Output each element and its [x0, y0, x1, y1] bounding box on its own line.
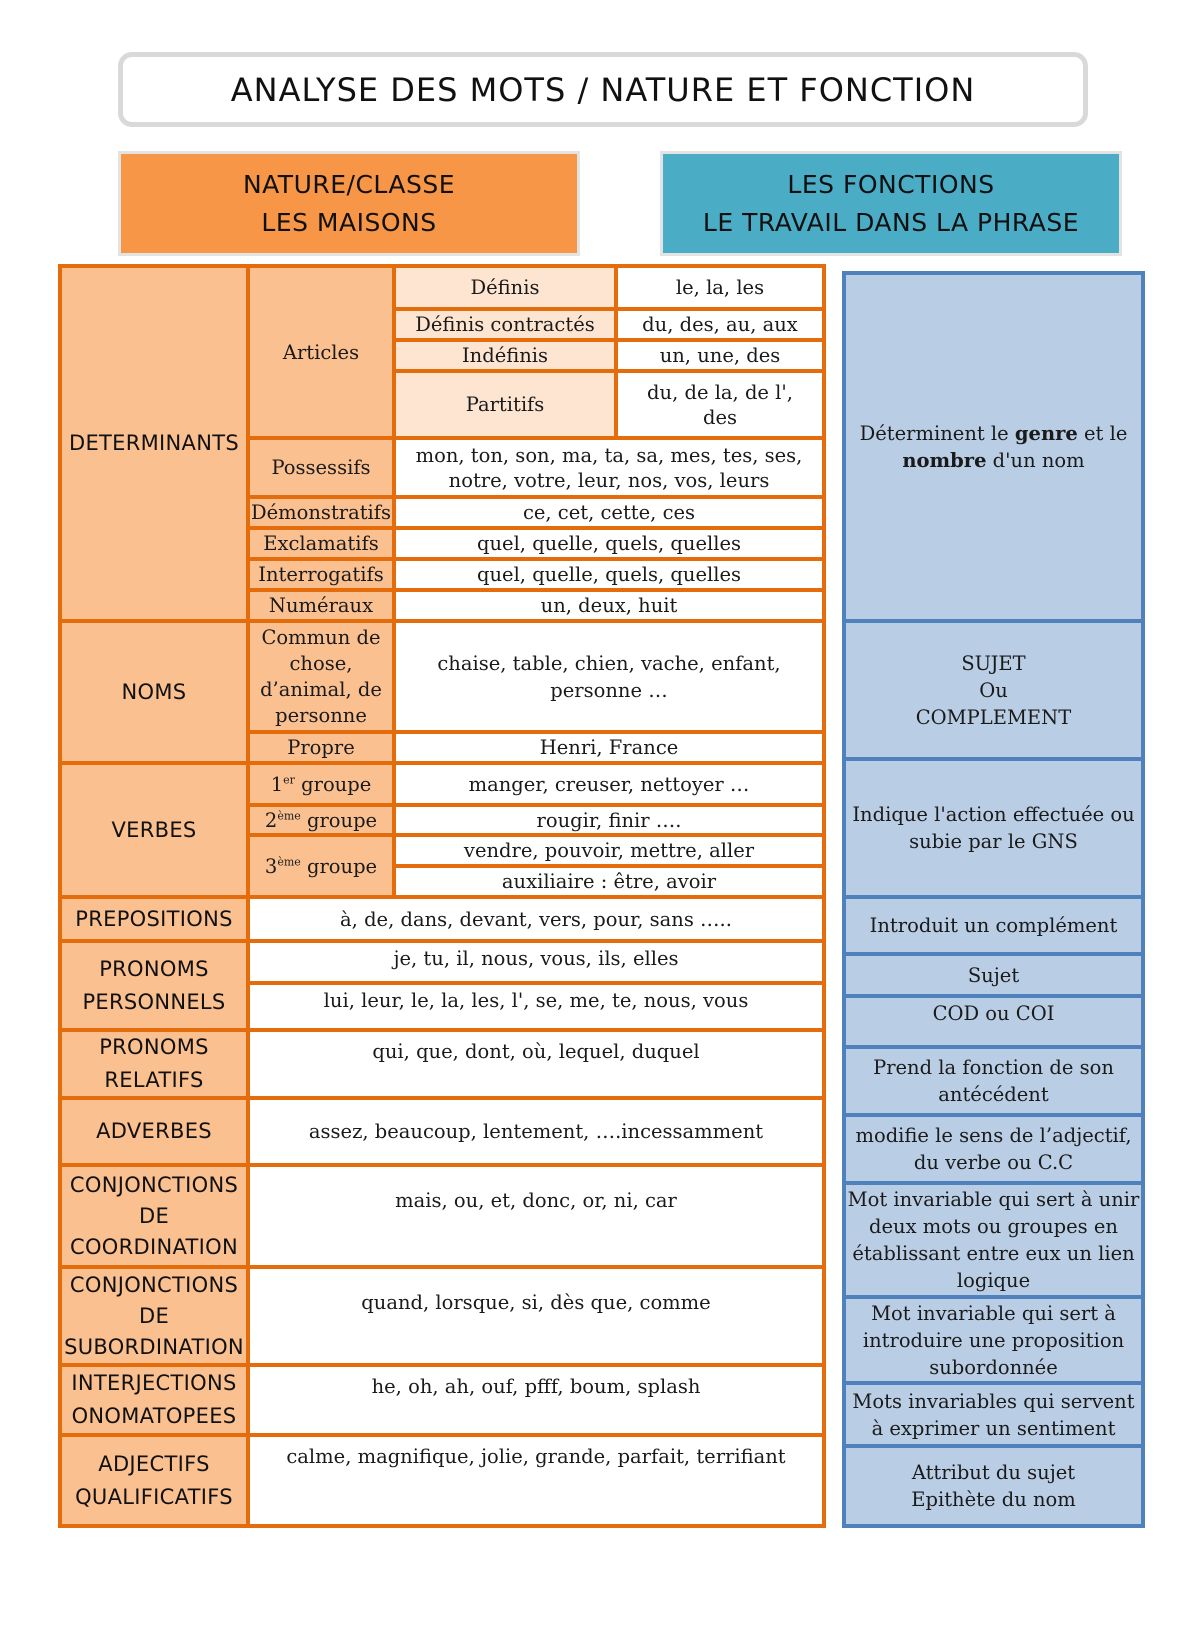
numeraux-examples: un, deux, huit: [396, 592, 822, 619]
fonction-determinants: Déterminent le genre et le nombre d'un nom: [846, 275, 1141, 619]
groupe-3-examples: vendre, pouvoir, mettre, aller: [396, 837, 822, 864]
article-definis-examples: le, la, les: [618, 268, 822, 307]
subcategory-propre: Propre: [250, 734, 392, 761]
category-adverbes: ADVERBES: [62, 1100, 246, 1163]
page-title: ANALYSE DES MOTS / NATURE ET FONCTION: [118, 52, 1088, 127]
groupe-2-examples: rougir, finir ….: [396, 807, 822, 833]
subcategory-demonstratifs: Démonstratifs: [250, 501, 392, 524]
article-indefinis-examples: un, une, des: [618, 342, 822, 369]
subcategory-groupe-1: 1er groupe: [250, 765, 392, 803]
subcategory-articles: Articles: [250, 268, 392, 436]
article-contractes: Définis contractés: [396, 311, 614, 338]
demonstratifs-examples: ce, cet, cette, ces: [396, 499, 822, 526]
auxiliaire-examples: auxiliaire : être, avoir: [396, 868, 822, 895]
article-partitifs: Partitifs: [396, 373, 614, 436]
subcategory-exclamatifs: Exclamatifs: [250, 530, 392, 557]
article-contractes-examples: du, des, au, aux: [618, 311, 822, 338]
nature-table: [58, 264, 826, 1528]
fonction-interjections: Mots invariables qui servent à exprimer un sentiment: [846, 1385, 1141, 1444]
category-determinants: DETERMINANTS: [62, 268, 246, 619]
subcategory-possessifs: Possessifs: [250, 440, 392, 495]
article-definis: Définis: [396, 268, 614, 307]
propre-examples: Henri, France: [396, 734, 822, 761]
category-pronoms-relatifs: PRONOMS RELATIFS: [62, 1032, 246, 1096]
commun-examples: chaise, table, chien, vache, enfant, personne …: [396, 623, 822, 730]
fonction-pronoms-complement: COD ou COI: [846, 998, 1141, 1045]
coordination-examples: mais, ou, et, donc, or, ni, car: [250, 1167, 822, 1265]
pronoms-relatifs-examples: qui, que, dont, où, lequel, duquel: [250, 1032, 822, 1096]
fonction-conjonctions-coordination: Mot invariable qui sert à unir deux mots ou groupes en établissant entre eux un lien logique: [846, 1185, 1141, 1295]
category-conjonctions-coordination: CONJONCTIONS DE COORDINATION: [62, 1167, 246, 1265]
interrogatifs-examples: quel, quelle, quels, quelles: [396, 561, 822, 588]
category-adjectifs: ADJECTIFS QUALIFICATIFS: [62, 1437, 246, 1524]
category-verbes: VERBES: [62, 765, 246, 895]
nature-header: NATURE/CLASSE LES MAISONS: [118, 151, 580, 256]
subcategory-commun: Commun de chose, d’animal, de personne: [250, 623, 392, 730]
possessifs-examples: mon, ton, son, ma, ta, sa, mes, tes, ses, notre, votre, leur, nos, vos, leurs: [396, 440, 822, 495]
fonction-adjectifs: Attribut du sujet Epithète du nom: [846, 1448, 1141, 1524]
fonction-prepositions: Introduit un complément: [846, 899, 1141, 952]
interjections-examples: he, oh, ah, ouf, pfff, boum, splash: [250, 1367, 822, 1433]
fonction-conjonctions-subordination: Mot invariable qui sert à introduire une proposition subordonnée: [846, 1299, 1141, 1381]
subordination-examples: quand, lorsque, si, dès que, comme: [250, 1269, 822, 1363]
subcategory-groupe-3: 3ème groupe: [250, 837, 392, 895]
exclamatifs-examples: quel, quelle, quels, quelles: [396, 530, 822, 557]
category-conjonctions-subordination: CONJONCTIONS DE SUBORDINATION: [62, 1269, 246, 1363]
fonction-verbes: Indique l'action effectuée ou subie par le GNS: [846, 761, 1141, 895]
subcategory-interrogatifs: Interrogatifs: [250, 561, 392, 588]
adverbes-examples: assez, beaucoup, lentement, ….incessamment: [250, 1100, 822, 1163]
groupe-1-examples: manger, creuser, nettoyer …: [396, 765, 822, 803]
pronoms-complement-examples: lui, leur, le, la, les, l', se, me, te, nous, vous: [250, 985, 822, 1028]
subcategory-numeraux: Numéraux: [250, 592, 392, 619]
pronoms-sujet-examples: je, tu, il, nous, vous, ils, elles: [250, 943, 822, 981]
fonction-pronoms-sujet: Sujet: [846, 956, 1141, 994]
article-indefinis: Indéfinis: [396, 342, 614, 369]
adjectifs-examples: calme, magnifique, jolie, grande, parfait, terrifiant: [250, 1437, 822, 1524]
category-interjections: INTERJECTIONS ONOMATOPEES: [62, 1367, 246, 1433]
category-pronoms-personnels: PRONOMS PERSONNELS: [62, 943, 246, 1028]
fonction-adverbes: modifie le sens de l’adjectif, du verbe ou C.C: [846, 1117, 1141, 1181]
article-partitifs-examples: du, de la, de l', des: [618, 373, 822, 436]
subcategory-groupe-2: 2ème groupe: [250, 807, 392, 833]
category-noms: NOMS: [62, 623, 246, 761]
fonction-pronoms-relatifs: Prend la fonction de son antécédent: [846, 1049, 1141, 1113]
fonction-noms: SUJET Ou COMPLEMENT: [846, 623, 1141, 757]
fonction-table: [842, 271, 1145, 1528]
prepositions-examples: à, de, dans, devant, vers, pour, sans …..: [250, 899, 822, 939]
fonction-header: LES FONCTIONS LE TRAVAIL DANS LA PHRASE: [660, 151, 1122, 256]
category-prepositions: PREPOSITIONS: [62, 899, 246, 939]
